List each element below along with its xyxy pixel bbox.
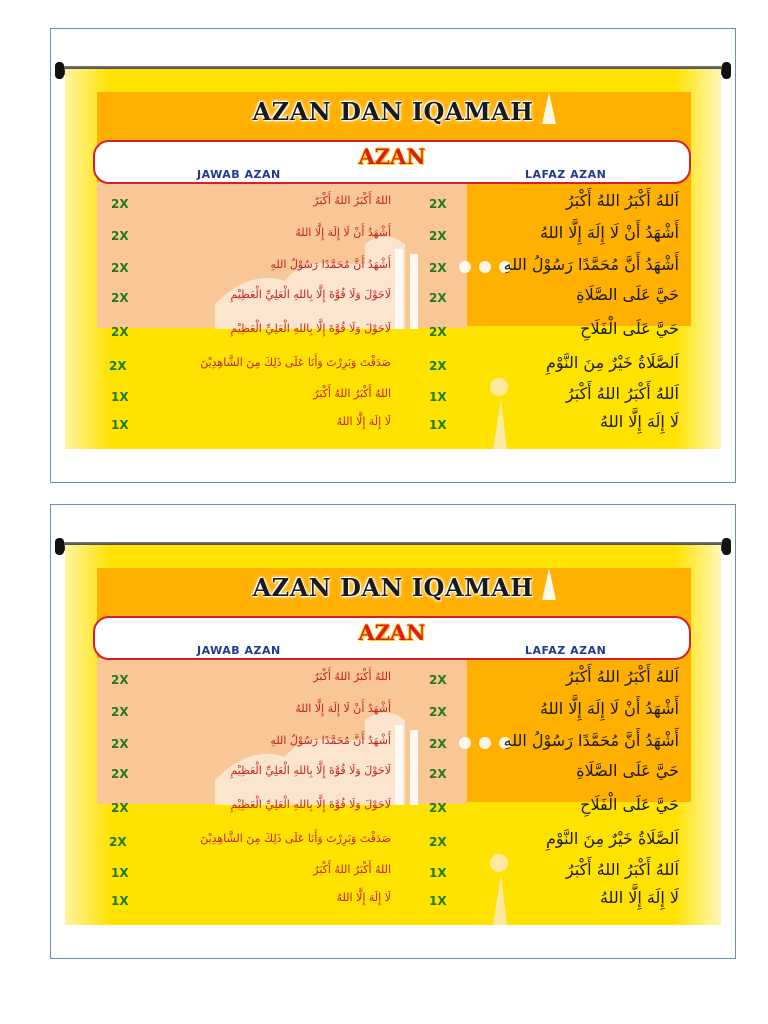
lafaz-text: لَا إِلَهَ إِلَّا اللهُ — [599, 412, 679, 431]
rod-cap-right — [722, 62, 731, 79]
azan-row — [65, 317, 721, 347]
jawab-count: 1X — [111, 866, 129, 880]
lafaz-text: اَللهُ أَكْبَرُ اللهُ أَكْبَرُ — [565, 860, 679, 879]
jawab-count: 2X — [111, 767, 129, 781]
jawab-count: 2X — [111, 197, 129, 211]
lafaz-count: 2X — [429, 229, 447, 243]
jawab-text: لَاحَوْلَ وَلَا قُوَّةَ إِلَّا بِاللهِ الْعَلِيِّ الْعَظِيْمِ — [230, 322, 391, 335]
azan-row — [65, 697, 721, 727]
lafaz-count: 2X — [429, 673, 447, 687]
poster-card-top — [50, 28, 736, 483]
rod-cap-left — [55, 538, 64, 555]
jawab-count: 1X — [111, 418, 129, 432]
azan-row — [65, 283, 721, 313]
jawab-text: اللهُ أَكْبَرُ اللهُ أَكْبَرُ — [313, 863, 391, 876]
lafaz-count: 1X — [429, 390, 447, 404]
lafaz-text: أَشْهَدُ أَنَّ مُحَمَّدًا رَسُوْلُ اللهِ — [503, 255, 679, 274]
jawab-count: 2X — [111, 737, 129, 751]
jawab-text: صَدَقْتَ وَبَرِرْتَ وَأَنَا عَلَى ذَلِكَ مِنَ الشَّاهِدِيْنَ — [200, 832, 391, 845]
jawab-text: صَدَقْتَ وَبَرِرْتَ وَأَنَا عَلَى ذَلِكَ مِنَ الشَّاهِدِيْنَ — [200, 356, 391, 369]
lafaz-text: اَللهُ أَكْبَرُ اللهُ أَكْبَرُ — [565, 384, 679, 403]
lafaz-count: 2X — [429, 261, 447, 275]
azan-poster — [65, 545, 721, 925]
jawab-count: 2X — [111, 229, 129, 243]
jawab-text: اللهُ أَكْبَرُ اللهُ أَكْبَرُ — [313, 387, 391, 400]
lafaz-count: 1X — [429, 418, 447, 432]
azan-row — [65, 858, 721, 888]
azan-row — [65, 793, 721, 823]
section-label: AZAN — [358, 144, 426, 169]
rod-cap-left — [55, 62, 64, 79]
lafaz-text: حَيَّ عَلَى الْفَلَاحِ — [580, 319, 679, 338]
jawab-azan-header: JAWAB AZAN — [197, 168, 281, 181]
jawab-count: 2X — [111, 673, 129, 687]
jawab-count: 1X — [111, 390, 129, 404]
lafaz-count: 2X — [429, 325, 447, 339]
jawab-count: 2X — [111, 705, 129, 719]
lafaz-count: 2X — [429, 291, 447, 305]
azan-row — [65, 253, 721, 283]
lafaz-count: 2X — [429, 359, 447, 373]
lafaz-text: حَيَّ عَلَى الصَّلَاةِ — [576, 285, 679, 304]
lafaz-count: 2X — [429, 737, 447, 751]
jawab-text: أَشْهَدُ أَنَّ مُحَمَّدًا رَسُوْلُ اللهِ — [270, 258, 391, 271]
lafaz-azan-header: LAFAZ AZAN — [525, 644, 607, 657]
jawab-text: أَشْهَدُ أَنْ لَا إِلَهَ إِلَّا اللهُ — [295, 226, 391, 239]
lafaz-text: اَلصَّلَاةُ خَيْرٌ مِنَ النَّوْمِ — [546, 353, 679, 372]
jawab-text: لَا إِلَهَ إِلَّا اللهُ — [336, 891, 391, 904]
jawab-text: لَا إِلَهَ إِلَّا اللهُ — [336, 415, 391, 428]
lafaz-count: 1X — [429, 866, 447, 880]
lafaz-count: 2X — [429, 835, 447, 849]
rod-cap-right — [722, 538, 731, 555]
jawab-count: 1X — [111, 894, 129, 908]
jawab-count: 2X — [109, 359, 127, 373]
lafaz-text: اَلصَّلَاةُ خَيْرٌ مِنَ النَّوْمِ — [546, 829, 679, 848]
jawab-count: 2X — [109, 835, 127, 849]
azan-row — [65, 189, 721, 219]
lafaz-text: أَشْهَدُ أَنْ لَا إِلَهَ إِلَّا اللهُ — [539, 223, 679, 242]
azan-row — [65, 410, 721, 440]
lafaz-text: اَللهُ أَكْبَرُ اللهُ أَكْبَرُ — [565, 191, 679, 210]
azan-row — [65, 729, 721, 759]
jawab-count: 2X — [111, 291, 129, 305]
azan-row — [65, 351, 721, 381]
lafaz-text: لَا إِلَهَ إِلَّا اللهُ — [599, 888, 679, 907]
lafaz-count: 2X — [429, 197, 447, 211]
azan-poster — [65, 69, 721, 449]
lafaz-count: 2X — [429, 801, 447, 815]
lafaz-azan-header: LAFAZ AZAN — [525, 168, 607, 181]
lafaz-count: 2X — [429, 705, 447, 719]
jawab-count: 2X — [111, 261, 129, 275]
jawab-text: أَشْهَدُ أَنَّ مُحَمَّدًا رَسُوْلُ اللهِ — [270, 734, 391, 747]
jawab-text: لَاحَوْلَ وَلَا قُوَّةَ إِلَّا بِاللهِ الْعَلِيِّ الْعَظِيْمِ — [230, 798, 391, 811]
azan-banner — [93, 140, 691, 184]
jawab-count: 2X — [111, 325, 129, 339]
lafaz-text: أَشْهَدُ أَنْ لَا إِلَهَ إِلَّا اللهُ — [539, 699, 679, 718]
azan-row — [65, 221, 721, 251]
poster-title: AZAN DAN IQAMAH — [252, 573, 534, 602]
lafaz-text: حَيَّ عَلَى الْفَلَاحِ — [580, 795, 679, 814]
azan-row — [65, 827, 721, 857]
jawab-text: اللهُ أَكْبَرُ اللهُ أَكْبَرُ — [313, 670, 391, 683]
jawab-text: لَاحَوْلَ وَلَا قُوَّةَ إِلَّا بِاللهِ الْعَلِيِّ الْعَظِيْمِ — [230, 764, 391, 777]
jawab-azan-header: JAWAB AZAN — [197, 644, 281, 657]
azan-banner — [93, 616, 691, 660]
poster-title: AZAN DAN IQAMAH — [252, 97, 534, 126]
jawab-text: اللهُ أَكْبَرُ اللهُ أَكْبَرُ — [313, 194, 391, 207]
lafaz-text: اَللهُ أَكْبَرُ اللهُ أَكْبَرُ — [565, 667, 679, 686]
lafaz-count: 2X — [429, 767, 447, 781]
azan-row — [65, 759, 721, 789]
azan-row — [65, 886, 721, 916]
jawab-text: أَشْهَدُ أَنْ لَا إِلَهَ إِلَّا اللهُ — [295, 702, 391, 715]
jawab-text: لَاحَوْلَ وَلَا قُوَّةَ إِلَّا بِاللهِ الْعَلِيِّ الْعَظِيْمِ — [230, 288, 391, 301]
poster-card-bottom — [50, 504, 736, 959]
lafaz-count: 1X — [429, 894, 447, 908]
jawab-count: 2X — [111, 801, 129, 815]
lafaz-text: حَيَّ عَلَى الصَّلَاةِ — [576, 761, 679, 780]
section-label: AZAN — [358, 620, 426, 645]
azan-row — [65, 382, 721, 412]
azan-row — [65, 665, 721, 695]
lafaz-text: أَشْهَدُ أَنَّ مُحَمَّدًا رَسُوْلُ اللهِ — [503, 731, 679, 750]
